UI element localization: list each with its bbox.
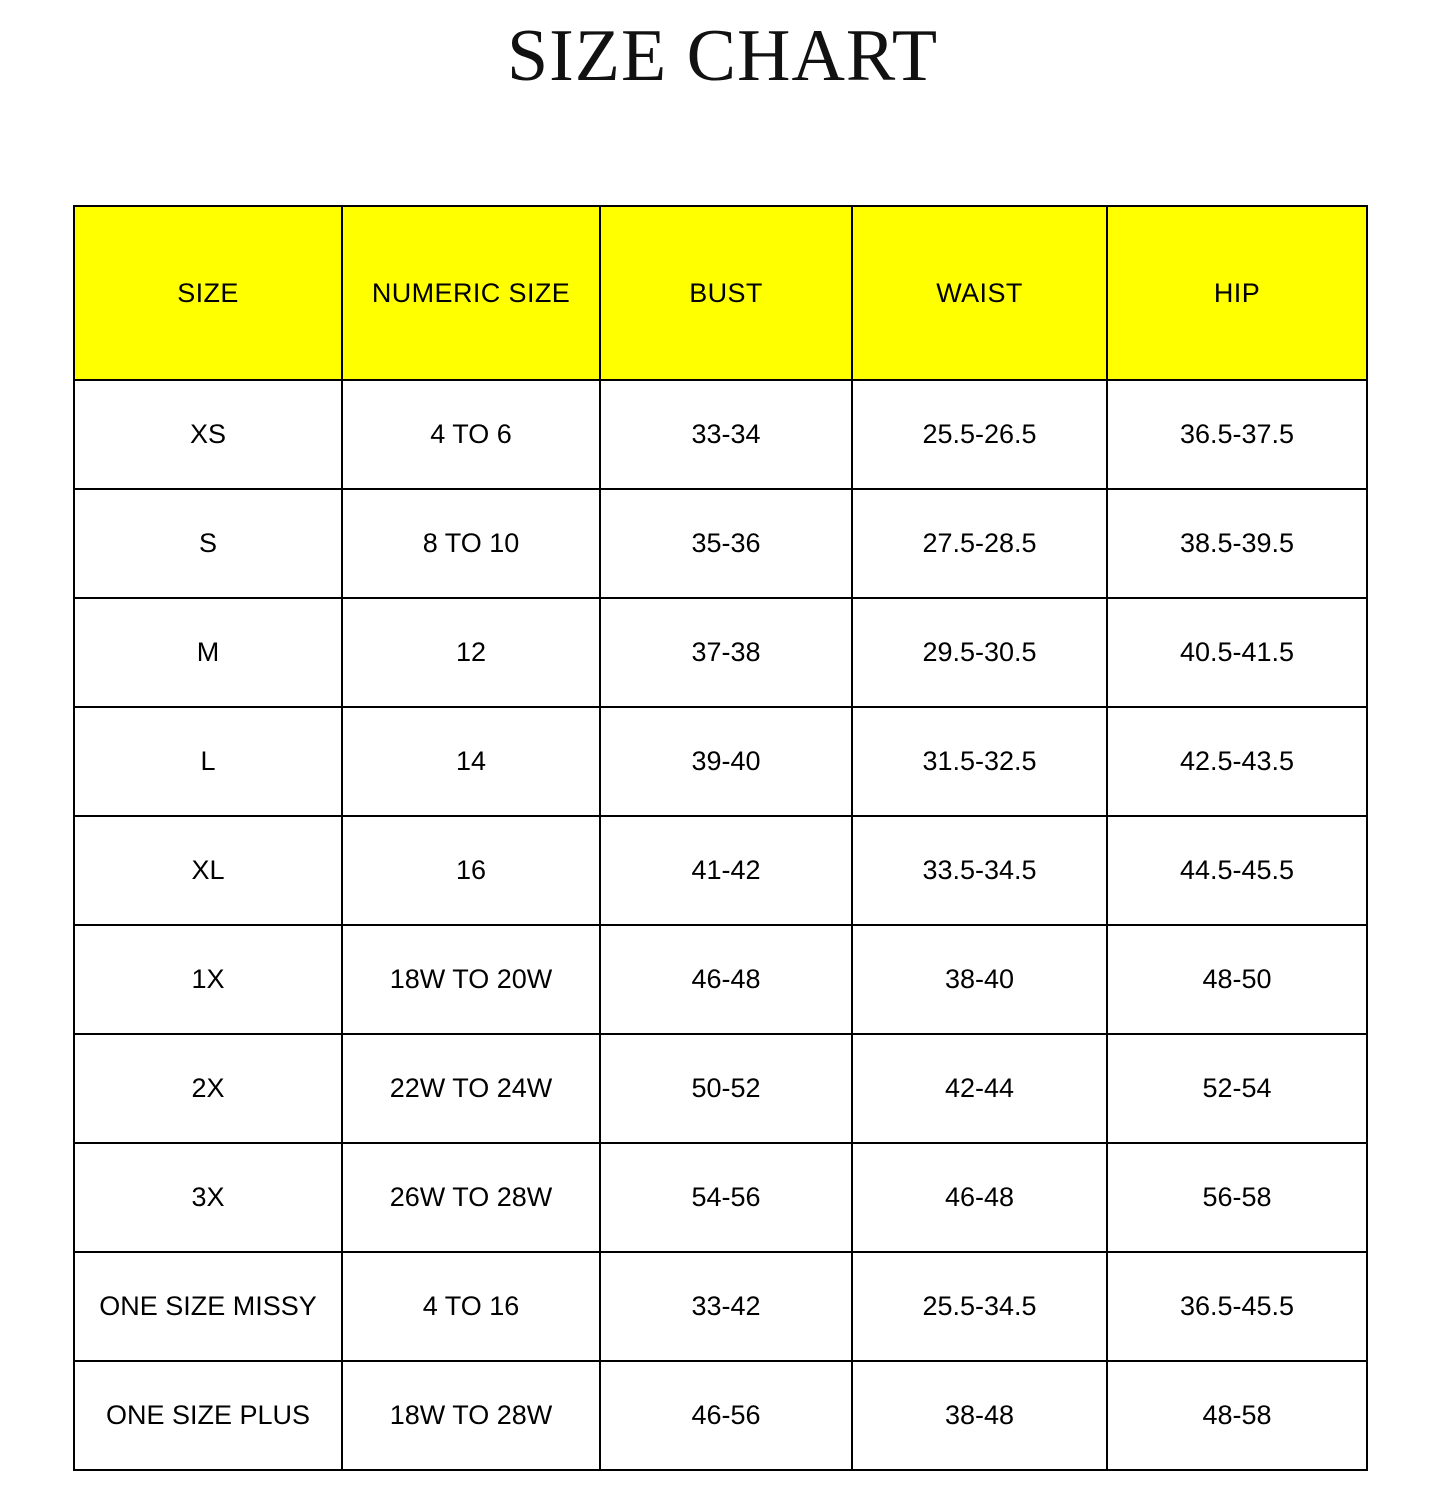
cell-waist: 27.5-28.5 xyxy=(852,489,1107,598)
cell-numeric-size: 26W TO 28W xyxy=(342,1143,600,1252)
cell-bust: 35-36 xyxy=(600,489,852,598)
cell-bust: 50-52 xyxy=(600,1034,852,1143)
cell-waist: 29.5-30.5 xyxy=(852,598,1107,707)
table-row xyxy=(74,489,1367,598)
column-header-waist: WAIST xyxy=(852,206,1107,380)
column-header-hip: HIP xyxy=(1107,206,1367,380)
cell-bust: 41-42 xyxy=(600,816,852,925)
cell-size: XS xyxy=(74,380,342,489)
size-chart-table xyxy=(73,205,1368,1471)
cell-size: XL xyxy=(74,816,342,925)
cell-waist: 38-40 xyxy=(852,925,1107,1034)
cell-numeric-size: 22W TO 24W xyxy=(342,1034,600,1143)
cell-numeric-size: 8 TO 10 xyxy=(342,489,600,598)
table-row xyxy=(74,816,1367,925)
table-body xyxy=(74,380,1367,1470)
cell-hip: 44.5-45.5 xyxy=(1107,816,1367,925)
column-header-size: SIZE xyxy=(74,206,342,380)
table-row xyxy=(74,1143,1367,1252)
table-row xyxy=(74,925,1367,1034)
cell-bust: 46-56 xyxy=(600,1361,852,1470)
cell-hip: 36.5-45.5 xyxy=(1107,1252,1367,1361)
cell-waist: 31.5-32.5 xyxy=(852,707,1107,816)
table-row xyxy=(74,1034,1367,1143)
page-title: SIZE CHART xyxy=(506,15,939,97)
cell-size: 2X xyxy=(74,1034,342,1143)
table-row xyxy=(74,598,1367,707)
table-row xyxy=(74,1361,1367,1470)
table-row xyxy=(74,1252,1367,1361)
cell-waist: 25.5-26.5 xyxy=(852,380,1107,489)
cell-bust: 39-40 xyxy=(600,707,852,816)
cell-size: ONE SIZE MISSY xyxy=(74,1252,342,1361)
cell-size: S xyxy=(74,489,342,598)
cell-numeric-size: 18W TO 20W xyxy=(342,925,600,1034)
cell-bust: 37-38 xyxy=(600,598,852,707)
cell-hip: 56-58 xyxy=(1107,1143,1367,1252)
cell-size: 3X xyxy=(74,1143,342,1252)
cell-hip: 48-58 xyxy=(1107,1361,1367,1470)
cell-size: L xyxy=(74,707,342,816)
cell-waist: 25.5-34.5 xyxy=(852,1252,1107,1361)
cell-bust: 54-56 xyxy=(600,1143,852,1252)
cell-hip: 42.5-43.5 xyxy=(1107,707,1367,816)
cell-numeric-size: 12 xyxy=(342,598,600,707)
cell-size: 1X xyxy=(74,925,342,1034)
cell-numeric-size: 4 TO 16 xyxy=(342,1252,600,1361)
cell-numeric-size: 14 xyxy=(342,707,600,816)
cell-hip: 40.5-41.5 xyxy=(1107,598,1367,707)
cell-numeric-size: 18W TO 28W xyxy=(342,1361,600,1470)
cell-bust: 33-42 xyxy=(600,1252,852,1361)
cell-bust: 33-34 xyxy=(600,380,852,489)
cell-size: ONE SIZE PLUS xyxy=(74,1361,342,1470)
cell-bust: 46-48 xyxy=(600,925,852,1034)
column-header-numeric-size: NUMERIC SIZE xyxy=(342,206,600,380)
cell-numeric-size: 16 xyxy=(342,816,600,925)
cell-waist: 46-48 xyxy=(852,1143,1107,1252)
table-header-row xyxy=(74,206,1367,380)
cell-waist: 42-44 xyxy=(852,1034,1107,1143)
column-header-bust: BUST xyxy=(600,206,852,380)
cell-hip: 48-50 xyxy=(1107,925,1367,1034)
cell-size: M xyxy=(74,598,342,707)
table-row xyxy=(74,707,1367,816)
cell-waist: 33.5-34.5 xyxy=(852,816,1107,925)
cell-hip: 52-54 xyxy=(1107,1034,1367,1143)
cell-hip: 36.5-37.5 xyxy=(1107,380,1367,489)
table-header xyxy=(74,206,1367,380)
table-row xyxy=(74,380,1367,489)
cell-numeric-size: 4 TO 6 xyxy=(342,380,600,489)
cell-waist: 38-48 xyxy=(852,1361,1107,1470)
size-chart-table-container xyxy=(73,205,1366,1471)
cell-hip: 38.5-39.5 xyxy=(1107,489,1367,598)
